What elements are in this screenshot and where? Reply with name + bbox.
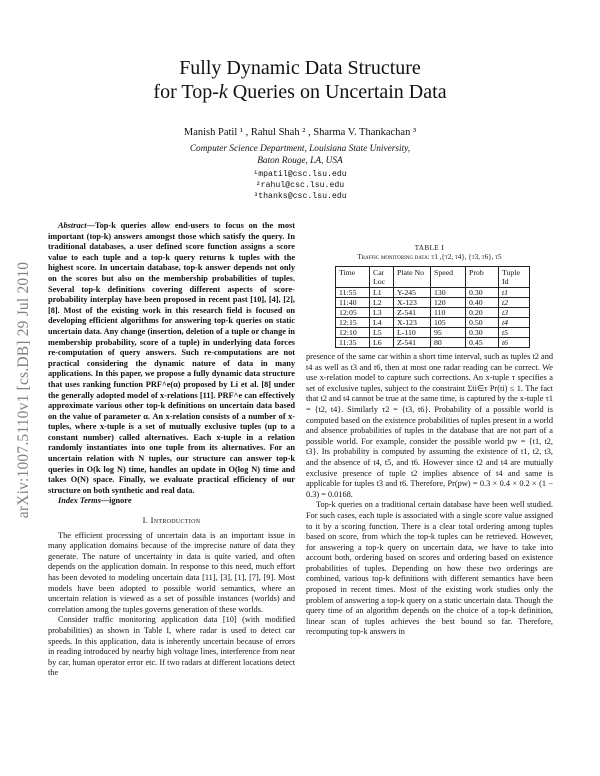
- cell-plate-no: Y-245: [394, 288, 431, 298]
- cell-car-loc: L5: [370, 328, 394, 338]
- cell-tuple-id: t1: [499, 288, 530, 298]
- index-terms-label: Index Terms: [58, 496, 101, 506]
- cell-car-loc: L6: [370, 338, 394, 348]
- arxiv-stamp-text: arXiv:1007.5110v1 [cs.DB] 29 Jul 2010: [15, 261, 32, 519]
- header-speed: Speed: [431, 267, 466, 288]
- cell-speed: 105: [431, 318, 466, 328]
- email-2: ²rahul@csc.lsu.edu: [255, 181, 345, 190]
- intro-paragraph-2: Consider traffic monitoring application data [10] (with modified probabilities) as shown in Table I, where radar is used to detect car speeds. In this application, data is inherently uncertain because of errors in reading introduced by nearby high voltage lines, interference from near by car, human operator error etc. If two radars at different locations detect the: [48, 615, 295, 678]
- cell-speed: 120: [431, 298, 466, 308]
- cell-car-loc: L1: [370, 288, 394, 298]
- affiliation-line-1: Computer Science Department, Louisiana State University,: [189, 144, 411, 154]
- cell-car-loc: L3: [370, 308, 394, 318]
- cell-prob: 0.20: [466, 308, 499, 318]
- right-column: [306, 352, 553, 638]
- header-prob: Prob: [466, 267, 499, 288]
- table-caption: [306, 244, 553, 262]
- left-column: [48, 221, 295, 679]
- cell-prob: 0.30: [466, 328, 499, 338]
- affiliation-line-2: Baton Rouge, LA, USA: [257, 156, 343, 166]
- abstract-text: —Top-k queries allow end-users to focus on the most important (top-k) answers amongst those which satisfy the query. In traditional databases, a user defined score function assigns a score value to each tuple and a top-k query returns k tuples with the highest score. In uncertain database, top-k answer depends not only on the scores but also on the membership probabilities of tuples. Several top-k definitions covering different aspects of score-probability interplay have been proposed in recent past [10], [4], [2], [8]. Most of the existing work in this research field is focused on developing efficient algorithms for answering top-k queries on static uncertain data. Any change (insertion, deletion of a tuple or change in membership probability, score of a tuple) in underlying data forces re-computation of query answers. Such re-computations are not practical considering the dynamic nature of data in many applications. In this paper, we propose a fully dynamic data structure that uses ranking function PRF^e(α) proposed by Li et al. [8] under the generally adopted model of x-relations [11]. PRF^e can effectively approximate various other top-k definitions on uncertain data based on the value of parameter α. An x-relation consists of a number of x-tuples, where x-tuple is a set of mutually exclusive tuples (up to a constant number) called alternatives. Each x-tuple in a relation randomly instantiates into one tuple from its alternatives. For an uncertain relation with N tuples, our structure can answer top-k queries in O(k log N) time, handles an update in O(log N) time and takes O(N) space. Finally, we evaluate practical efficiency of our structure on both synthetic and real data.: [48, 221, 295, 495]
- table-header-row: [336, 267, 530, 288]
- cell-plate-no: Z-541: [394, 308, 431, 318]
- cell-tuple-id: t5: [499, 328, 530, 338]
- title-line-1: Fully Dynamic Data Structure: [179, 57, 421, 79]
- cell-speed: 130: [431, 288, 466, 298]
- header-car-loc: Car Loc: [370, 267, 394, 288]
- cell-prob: 0.30: [466, 288, 499, 298]
- table-label: TABLE I: [414, 244, 445, 252]
- index-terms: [48, 496, 295, 507]
- intro-paragraph-1: The efficient processing of uncertain data is an important issue in many application domains because of the imprecise nature of data they generate. The nature of uncertainty in data is quite varied, and often depends on the application domain. In response to this need, much effort has been devoted to modeling uncertain data [11], [3], [1], [7], [9]. Most models have been adopted to possible world semantics, where an uncertain relation is viewed as a set of possible instances (worlds) and correlation among the tuples governs generation of these worlds.: [48, 530, 295, 614]
- title-line-2-pre: for Top-: [153, 81, 219, 103]
- title-line-2-k: k: [218, 81, 228, 103]
- table-row: [336, 288, 530, 298]
- affiliation: [60, 143, 540, 167]
- cell-car-loc: L2: [370, 298, 394, 308]
- cell-tuple-id: t6: [499, 338, 530, 348]
- traffic-data-table: [335, 266, 530, 348]
- cell-speed: 95: [431, 328, 466, 338]
- cell-plate-no: X-123: [394, 298, 431, 308]
- cell-prob: 0.40: [466, 298, 499, 308]
- cell-time: 11:55: [336, 288, 370, 298]
- right-paragraph-2: Top-k queries on a traditional certain database have been well studied. For such cases, each tuple is associated with a single score value assigned to it by a scoring function. There is a clear total ordering among tuples based on score, from which the top-k tuples can be retrieved. However, for answering a top-k query on uncertain data, we have to take into account both, ordering based on scores and ordering based on existence probabilities of tuples. Depending on how these two orderings are combined, various top-k definitions with different semantics have been proposed in recent times. Most of the existing work studies only the problem of answering a top-k query on a static uncertain data. Though the query time of an algorithm depends on the choice of a top-k definition, linear scan of tuples achieves the best bound so far. Therefore, recomputing top-k answers in: [306, 500, 553, 637]
- cell-time: 12:10: [336, 328, 370, 338]
- header-tuple-id: Tuple Id: [499, 267, 530, 288]
- cell-time: 12:05: [336, 308, 370, 318]
- title-line-2-post: Queries on Uncertain Data: [227, 81, 447, 103]
- table-row: [336, 338, 530, 348]
- email-3: ³thanks@csc.lsu.edu: [253, 192, 347, 201]
- cell-plate-no: Z-541: [394, 338, 431, 348]
- cell-tuple-id: t3: [499, 308, 530, 318]
- table-row: [336, 298, 530, 308]
- table-caption-text: Traffic monitoring data: t1 ,{t2, t4}, {t3, t6}, t5: [357, 253, 502, 261]
- cell-prob: 0.45: [466, 338, 499, 348]
- right-paragraph-1: presence of the same car within a short time interval, such as tuples t2 and t4 as well as t3 and t6, then at most one radar reading can be correct. We use x-relation model to capture such corrections. An x-tuple τ specifies a set of exclusive tuples, subject to the constraint Σti∈τ Pr(ti) ≤ 1. The fact that t2 and t4 cannot be true at the same time, is captured by the x-tuple τ1 = {t2, t4}. Similarly τ2 = {t3, t6}. Probability of a possible world is computed based on the existence probabilities of tuples present in a world and absence probabilities of tuples in the database that are not part of a possible world. For example, consider the possible world pw = {t1, t2, t3}. Its probability is computed by assuming the existence of t1, t2, t3, and the absence of t4, t5, and t6. However since t2 and t4 are mutually exclusive presence of tuple t2 implies absence of t4 and same is applicable for tuples t3 and t6. Therefore, Pr(pw) = 0.3 × 0.4 × 0.2 × (1 − 0.3) = 0.0168.: [306, 352, 553, 499]
- abstract: [48, 221, 295, 496]
- table-row: [336, 308, 530, 318]
- title-line-2: [60, 80, 540, 104]
- email-1: ¹mpatil@csc.lsu.edu: [253, 170, 347, 179]
- header-plate-no: Plate No: [394, 267, 431, 288]
- header-time: Time: [336, 267, 370, 288]
- cell-time: 11:35: [336, 338, 370, 348]
- author-list: Manish Patil ¹ , Rahul Shah ² , Sharma V. Thankachan ³: [183, 127, 417, 138]
- author-emails: [60, 169, 540, 202]
- cell-time: 11:40: [336, 298, 370, 308]
- table-row: [336, 328, 530, 338]
- cell-tuple-id: t2: [499, 298, 530, 308]
- paper-title: [60, 56, 540, 104]
- cell-prob: 0.50: [466, 318, 499, 328]
- cell-time: 12:15: [336, 318, 370, 328]
- cell-plate-no: L-110: [394, 328, 431, 338]
- cell-speed: 110: [431, 308, 466, 318]
- abstract-label: Abstract: [58, 221, 87, 230]
- arxiv-stamp: [4, 190, 44, 590]
- cell-car-loc: L4: [370, 318, 394, 328]
- cell-plate-no: X-123: [394, 318, 431, 328]
- index-terms-text: —ignore: [100, 496, 132, 506]
- section-heading-introduction: I. Introduction: [142, 515, 201, 526]
- cell-tuple-id: t4: [499, 318, 530, 328]
- table-row: [336, 318, 530, 328]
- cell-speed: 80: [431, 338, 466, 348]
